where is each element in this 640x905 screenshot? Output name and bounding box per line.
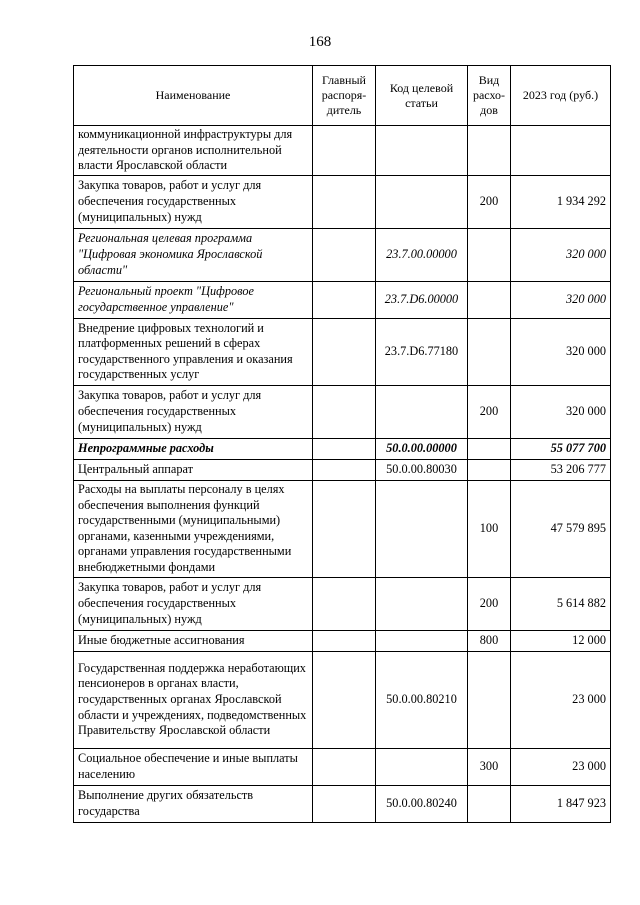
row-code: 50.0.00.80210 <box>376 651 468 748</box>
table-row <box>74 281 611 318</box>
table-row <box>74 228 611 281</box>
row-type: 200 <box>468 385 511 438</box>
page-number: 168 <box>308 34 332 50</box>
row-code <box>376 385 468 438</box>
row-manager <box>313 318 376 385</box>
row-name: Иные бюджетные ассигнования <box>74 630 313 651</box>
table-row <box>74 577 611 630</box>
row-manager <box>313 651 376 748</box>
row-amount: 320 000 <box>511 281 611 318</box>
table-row <box>74 480 611 577</box>
row-amount: 1 934 292 <box>511 175 611 228</box>
row-amount: 320 000 <box>511 385 611 438</box>
row-manager <box>313 630 376 651</box>
table-row <box>74 785 611 822</box>
header-code: Код целевой статьи <box>376 66 468 126</box>
row-type <box>468 318 511 385</box>
row-type <box>468 459 511 480</box>
row-manager <box>313 438 376 459</box>
row-code <box>376 630 468 651</box>
row-manager <box>313 785 376 822</box>
table-header-row <box>74 66 611 126</box>
row-name: Закупка товаров, работ и услуг для обеспечения государственных (муниципальных) нужд <box>74 577 313 630</box>
header-manager: Главный распоря-дитель <box>313 66 376 126</box>
row-code <box>376 577 468 630</box>
row-type: 100 <box>468 480 511 577</box>
row-name: Социальное обеспечение и иные выплаты населению <box>74 748 313 785</box>
row-manager <box>313 748 376 785</box>
budget-table <box>73 65 611 823</box>
row-type: 300 <box>468 748 511 785</box>
row-amount: 5 614 882 <box>511 577 611 630</box>
row-name: Региональная целевая программа "Цифровая экономика Ярославской области" <box>74 228 313 281</box>
row-type <box>468 438 511 459</box>
table-row <box>74 459 611 480</box>
row-amount: 23 000 <box>511 651 611 748</box>
row-manager <box>313 126 376 176</box>
table-row <box>74 630 611 651</box>
row-name: Центральный аппарат <box>74 459 313 480</box>
row-code: 50.0.00.80240 <box>376 785 468 822</box>
row-amount: 12 000 <box>511 630 611 651</box>
row-amount: 53 206 777 <box>511 459 611 480</box>
row-type <box>468 281 511 318</box>
row-manager <box>313 480 376 577</box>
row-name: Региональный проект "Цифровое государственное управление" <box>74 281 313 318</box>
row-amount: 55 077 700 <box>511 438 611 459</box>
table-row <box>74 126 611 176</box>
row-manager <box>313 281 376 318</box>
row-code <box>376 748 468 785</box>
row-type <box>468 785 511 822</box>
row-code: 23.7.D6.00000 <box>376 281 468 318</box>
row-manager <box>313 459 376 480</box>
row-amount <box>511 126 611 176</box>
row-name: Государственная поддержка неработающих пенсионеров в органах власти, государственных органах Ярославской области и учреждениях, подведомственных Правительству Ярославской области <box>74 651 313 748</box>
row-manager <box>313 228 376 281</box>
row-name: Закупка товаров, работ и услуг для обеспечения государственных (муниципальных) нужд <box>74 385 313 438</box>
header-type: Вид расхо-дов <box>468 66 511 126</box>
table-row <box>74 385 611 438</box>
row-manager <box>313 175 376 228</box>
header-amount: 2023 год (руб.) <box>511 66 611 126</box>
row-amount: 23 000 <box>511 748 611 785</box>
table-row <box>74 748 611 785</box>
row-name: Внедрение цифровых технологий и платформенных решений в сферах государственного управления и оказания государственных услуг <box>74 318 313 385</box>
row-name: Выполнение других обязательств государства <box>74 785 313 822</box>
row-amount: 1 847 923 <box>511 785 611 822</box>
row-name: коммуникационной инфраструктуры для деятельности органов исполнительной власти Ярославской области <box>74 126 313 176</box>
row-code: 23.7.00.00000 <box>376 228 468 281</box>
table-row <box>74 438 611 459</box>
table-row <box>74 175 611 228</box>
row-code: 50.0.00.00000 <box>376 438 468 459</box>
row-manager <box>313 577 376 630</box>
row-name: Непрограммные расходы <box>74 438 313 459</box>
row-code: 23.7.D6.77180 <box>376 318 468 385</box>
row-type <box>468 126 511 176</box>
row-type <box>468 651 511 748</box>
row-name: Расходы на выплаты персоналу в целях обеспечения выполнения функций государственными (муниципальными) органами, казенными учреждениями, органами управления государственными внебюджетными фондами <box>74 480 313 577</box>
row-code <box>376 175 468 228</box>
row-type: 800 <box>468 630 511 651</box>
row-code <box>376 480 468 577</box>
row-code <box>376 126 468 176</box>
table-row <box>74 651 611 748</box>
table-row <box>74 318 611 385</box>
row-code: 50.0.00.80030 <box>376 459 468 480</box>
header-name: Наименование <box>74 66 313 126</box>
row-manager <box>313 385 376 438</box>
row-type: 200 <box>468 577 511 630</box>
row-type <box>468 228 511 281</box>
row-amount: 320 000 <box>511 228 611 281</box>
row-amount: 320 000 <box>511 318 611 385</box>
row-type: 200 <box>468 175 511 228</box>
row-name: Закупка товаров, работ и услуг для обеспечения государственных (муниципальных) нужд <box>74 175 313 228</box>
row-amount: 47 579 895 <box>511 480 611 577</box>
